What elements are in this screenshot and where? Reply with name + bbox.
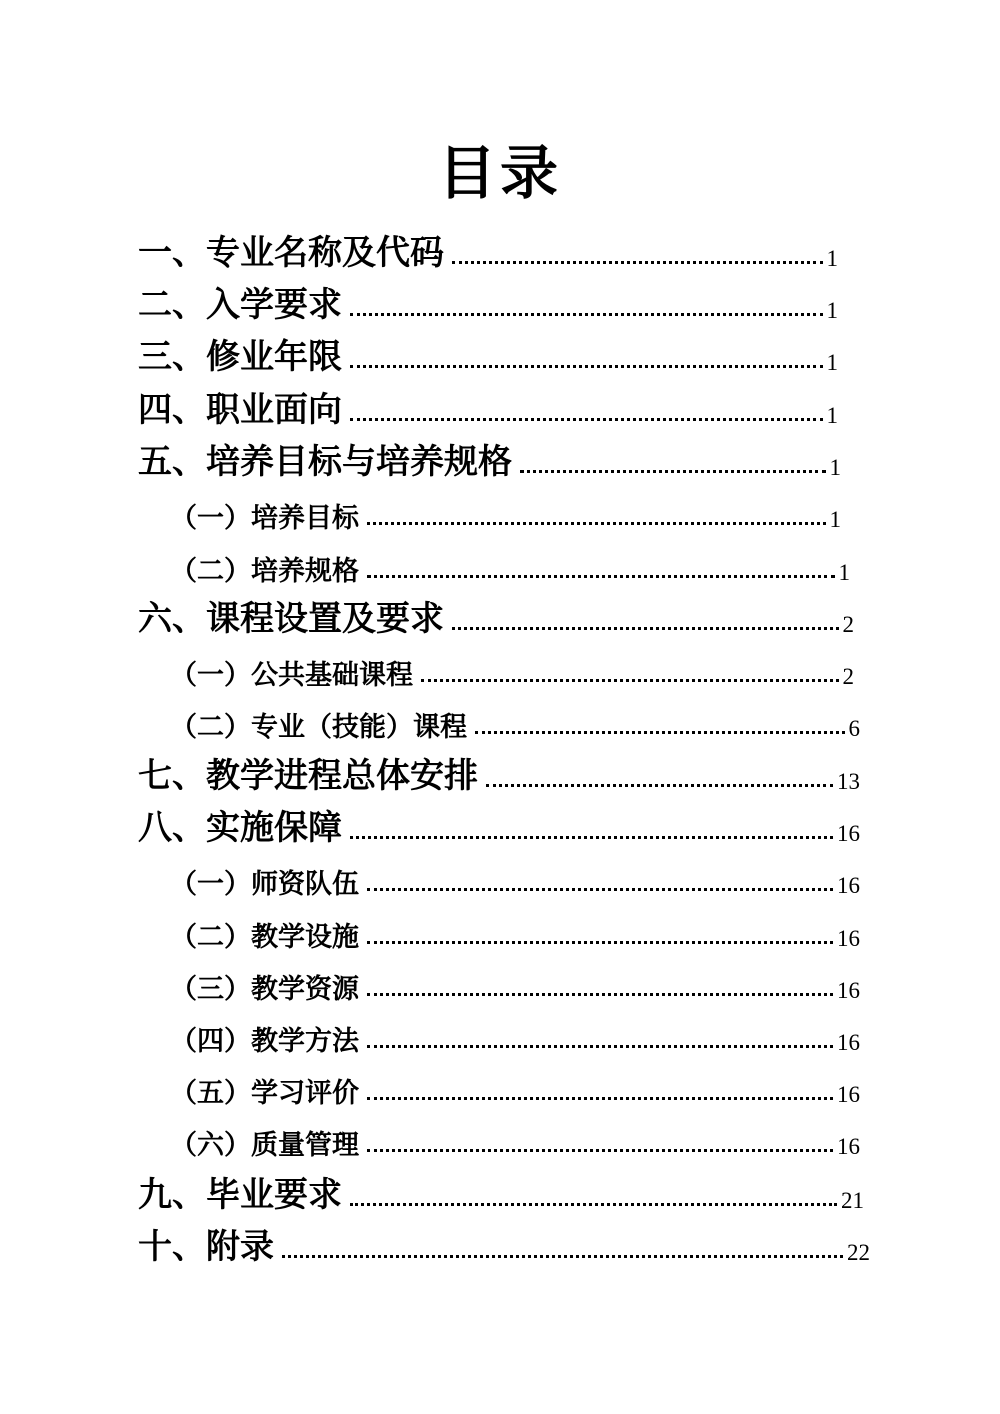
toc-page-number: 16 (837, 1030, 860, 1055)
toc-page-number: 1 (838, 560, 850, 585)
toc-subentry[interactable] (170, 853, 860, 901)
toc-entry[interactable] (138, 592, 854, 640)
toc-entry-label: （三）教学资源 (170, 974, 359, 1005)
toc-entry-label: （一）培养目标 (170, 503, 359, 534)
toc-entry-label: （二）教学设施 (170, 922, 359, 953)
toc-page-number: 16 (837, 978, 860, 1003)
toc-entry-label: （六）质量管理 (170, 1130, 359, 1161)
toc-entry-label: （五）学习评价 (170, 1078, 359, 1109)
toc-leader-dots (350, 1203, 837, 1206)
toc-entry-label: 八、实施保障 (138, 808, 342, 848)
toc-entry[interactable] (138, 226, 838, 274)
toc-page-number: 1 (826, 350, 838, 375)
toc-page-number: 2 (842, 612, 854, 637)
toc-page-number: 22 (847, 1240, 870, 1265)
toc-entry-label: 一、专业名称及代码 (138, 233, 444, 273)
toc-leader-dots (350, 836, 833, 839)
toc-entry-label: （一）公共基础课程 (170, 660, 413, 691)
toc-page-number: 1 (826, 298, 838, 323)
toc-leader-dots (367, 941, 833, 944)
toc-page-number: 13 (837, 769, 860, 794)
toc-leader-dots (421, 679, 839, 682)
toc-leader-dots (350, 418, 823, 421)
toc-entry-label: 五、培养目标与培养规格 (138, 442, 512, 482)
toc-entry-label: 七、教学进程总体安排 (138, 756, 478, 796)
toc-subentry[interactable] (170, 1010, 860, 1058)
toc-subentry[interactable] (170, 958, 860, 1006)
toc-entry[interactable] (138, 435, 841, 483)
toc-leader-dots (367, 1045, 833, 1048)
toc-leader-dots (367, 993, 833, 996)
toc-subentry[interactable] (170, 1062, 860, 1110)
toc-leader-dots (475, 731, 845, 734)
toc-entry[interactable] (138, 330, 838, 378)
toc-entry-label: （二）专业（技能）课程 (170, 712, 467, 743)
toc-entry-label: 三、修业年限 (138, 337, 342, 377)
toc-entry[interactable] (138, 1220, 870, 1268)
toc-leader-dots (350, 313, 823, 316)
toc-page-number: 16 (837, 1082, 860, 1107)
toc-title: 目录 (437, 139, 562, 207)
toc-leader-dots (367, 1097, 833, 1100)
toc-page-number: 16 (837, 1134, 860, 1159)
toc-entry[interactable] (138, 801, 860, 849)
toc-entry-label: 九、毕业要求 (138, 1175, 342, 1215)
toc-page-number: 16 (837, 873, 860, 898)
toc-page-number: 16 (837, 821, 860, 846)
toc-page-number: 2 (842, 664, 854, 689)
toc-subentry[interactable] (170, 644, 854, 692)
toc-subentry[interactable] (170, 906, 860, 954)
toc-page-number: 16 (837, 926, 860, 951)
toc-page-number: 1 (826, 403, 838, 428)
toc-entry[interactable] (138, 1168, 864, 1216)
toc-subentry[interactable] (170, 1114, 860, 1162)
toc-leader-dots (350, 365, 823, 368)
toc-entry-label: 四、职业面向 (138, 390, 342, 430)
toc-entry-label: （二）培养规格 (170, 556, 359, 587)
toc-entry-label: （四）教学方法 (170, 1026, 359, 1057)
toc-subentry[interactable] (170, 487, 841, 535)
toc-page-number: 1 (829, 507, 841, 532)
toc-leader-dots (452, 627, 839, 630)
toc-page-number: 6 (848, 716, 860, 741)
toc-leader-dots (367, 888, 833, 891)
toc-leader-dots (486, 784, 833, 787)
toc-entry[interactable] (138, 278, 838, 326)
toc-leader-dots (452, 261, 823, 264)
toc-page-number: 1 (826, 246, 838, 271)
toc-entry-label: 六、课程设置及要求 (138, 599, 444, 639)
toc-page-number: 21 (841, 1188, 864, 1213)
toc-subentry[interactable] (170, 540, 850, 588)
toc-page-number: 1 (829, 455, 841, 480)
toc-subentry[interactable] (170, 696, 860, 744)
toc-entry-label: 二、入学要求 (138, 285, 342, 325)
toc-leader-dots (367, 575, 835, 578)
toc-leader-dots (367, 522, 826, 525)
toc-leader-dots (520, 470, 826, 473)
toc-leader-dots (367, 1149, 833, 1152)
toc-entry[interactable] (138, 383, 838, 431)
toc-entry-label: 十、附录 (138, 1227, 274, 1267)
toc-entry-label: （一）师资队伍 (170, 869, 359, 900)
toc-entry[interactable] (138, 749, 860, 797)
toc-leader-dots (282, 1255, 843, 1258)
